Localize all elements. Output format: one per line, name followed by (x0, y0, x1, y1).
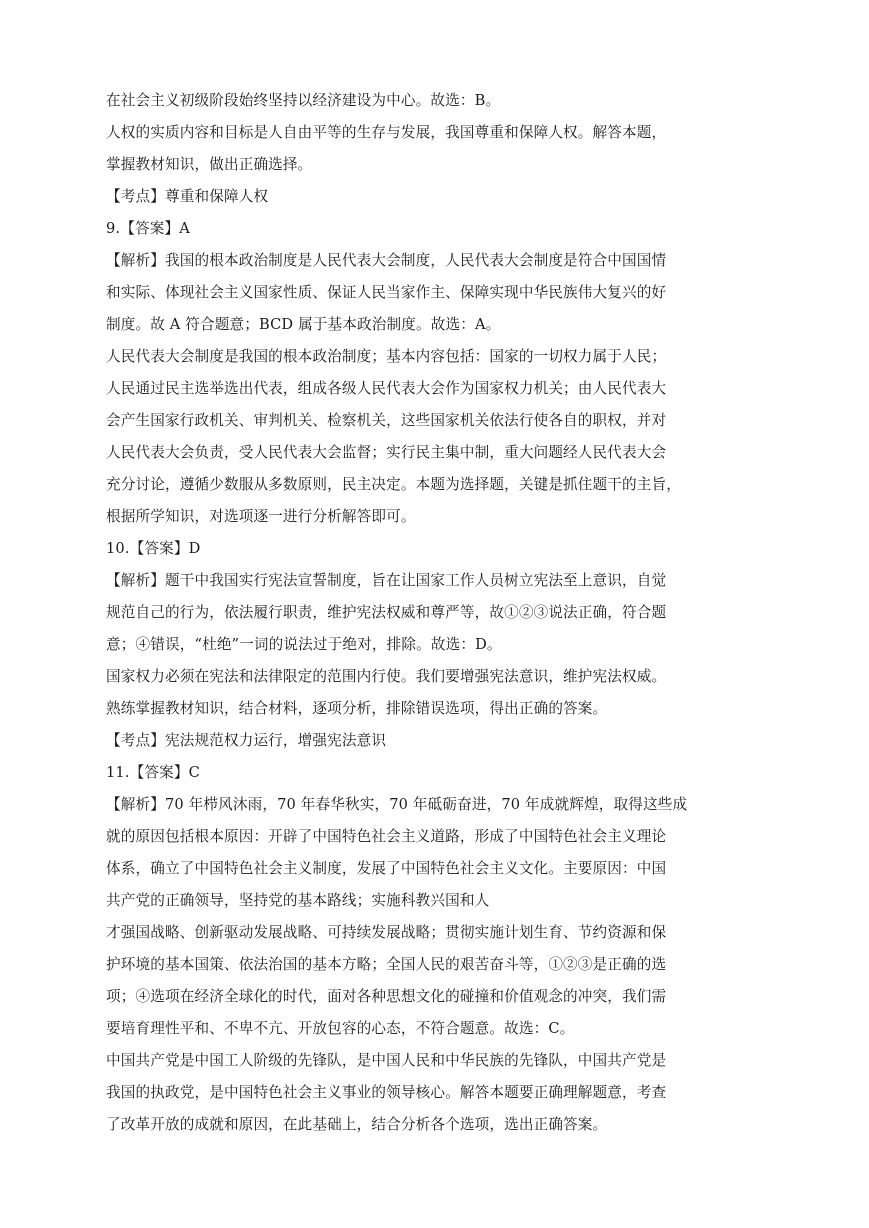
text-line: 就的原因包括根本原因：开辟了中国特色社会主义道路，形成了中国特色社会主义理论 (106, 828, 667, 845)
text-line: 体系，确立了中国特色社会主义制度，发展了中国特色社会主义文化。主要原因：中国 (106, 860, 667, 877)
text-line: 在社会主义初级阶段始终坚持以经济建设为中心。故选：B。 (106, 92, 501, 109)
text-line: 根据所学知识，对选项逐一进行分析解答即可。 (106, 508, 416, 525)
text-line: 要培育理性平和、不卑不亢、开放包容的心态，不符合题意。故选：C。 (106, 1020, 575, 1037)
text-line: 熟练掌握教材知识，结合材料，逐项分析，排除错误选项，得出正确的答案。 (106, 700, 608, 717)
text-line: 人权的实质内容和目标是人自由平等的生存与发展，我国尊重和保障人权。解答本题， (106, 124, 667, 141)
text-line: 11.【答案】C (106, 764, 200, 781)
text-line: 【解析】题干中我国实行宪法宣誓制度，旨在让国家工作人员树立宪法至上意识，自觉 (106, 572, 667, 589)
text-line: 项；④选项在经济全球化的时代，面对各种思想文化的碰撞和价值观念的冲突，我们需 (106, 988, 667, 1005)
text-line: 9.【答案】A (106, 220, 190, 237)
text-line: 【解析】我国的根本政治制度是人民代表大会制度，人民代表大会制度是符合中国国情 (106, 252, 667, 269)
text-line: 中国共产党是中国工人阶级的先锋队，是中国人民和中华民族的先锋队，中国共产党是 (106, 1052, 667, 1069)
text-line: 了改革开放的成就和原因，在此基础上，结合分析各个选项，选出正确答案。 (106, 1116, 608, 1133)
text-line: 规范自己的行为，依法履行职责，维护宪法权威和尊严等，故①②③说法正确，符合题 (106, 604, 667, 621)
text-line: 我国的执政党，是中国特色社会主义事业的领导核心。解答本题要正确理解题意，考查 (106, 1084, 667, 1101)
text-line: 人民代表大会负责，受人民代表大会监督；实行民主集中制，重大问题经人民代表大会 (106, 444, 667, 461)
text-line: 意；④错误，“杜绝”一词的说法过于绝对，排除。故选：D。 (106, 636, 502, 653)
text-line: 【考点】宪法规范权力运行，增强宪法意识 (106, 732, 387, 749)
text-line: 人民代表大会制度是我国的根本政治制度；基本内容包括：国家的一切权力属于人民； (106, 348, 667, 365)
text-line: 和实际、体现社会主义国家性质、保证人民当家作主、保障实现中华民族伟大复兴的好 (106, 284, 667, 301)
text-line: 10.【答案】D (106, 540, 201, 557)
text-line: 才强国战略、创新驱动发展战略、可持续发展战略；贯彻实施计划生育、节约资源和保 (106, 924, 667, 941)
text-line: 会产生国家行政机关、审判机关、检察机关，这些国家机关依法行使各自的职权，并对 (106, 412, 667, 429)
text-line: 充分讨论，遵循少数服从多数原则，民主决定。本题为选择题，关键是抓住题干的主旨， (106, 476, 682, 493)
text-line: 国家权力必须在宪法和法律限定的范围内行使。我们要增强宪法意识，维护宪法权威。 (106, 668, 667, 685)
text-line: 【考点】尊重和保障人权 (106, 188, 269, 205)
text-line: 掌握教材知识，做出正确选择。 (106, 156, 313, 173)
text-line: 人民通过民主选举选出代表，组成各级人民代表大会作为国家权力机关；由人民代表大 (106, 380, 667, 397)
text-line: 护环境的基本国策、依法治国的基本方略；全国人民的艰苦奋斗等，①②③是正确的选 (106, 956, 667, 973)
text-line: 制度。故 A 符合题意；BCD 属于基本政治制度。故选：A。 (106, 316, 501, 333)
text-line: 【解析】70 年栉风沐雨，70 年春华秋实，70 年砥砺奋进，70 年成就辉煌，取得这些成 (106, 796, 688, 813)
text-line: 共产党的正确领导，坚持党的基本路线；实施科教兴国和人 (106, 892, 490, 909)
